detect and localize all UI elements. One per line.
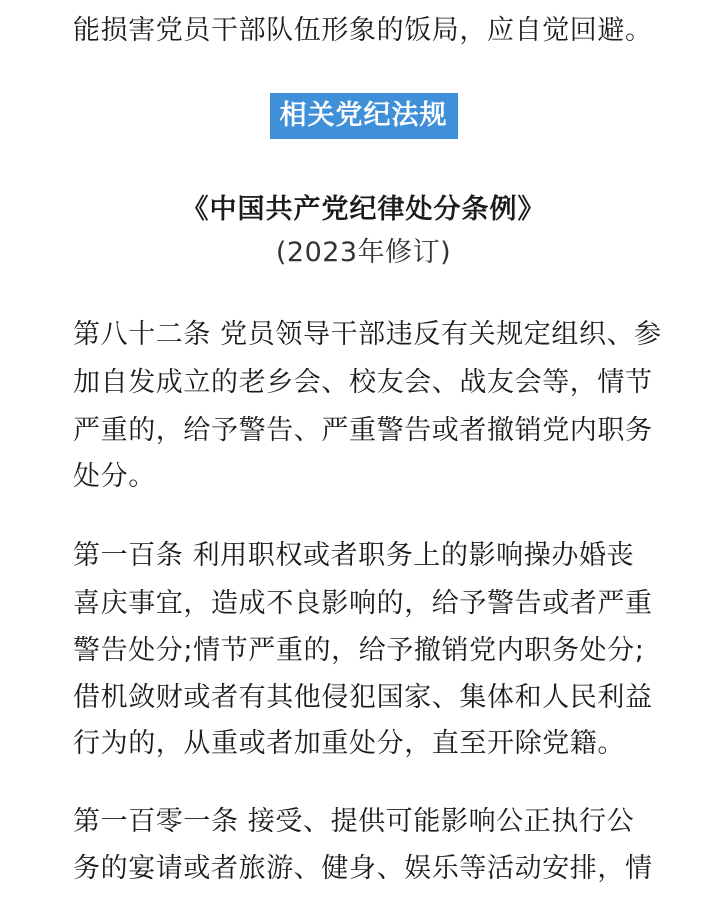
article-line: 加自发成立的老乡会、校友会、战友会等，情节 xyxy=(73,367,653,398)
intro-last-line: 能损害党员干部队伍形象的饭局，应自觉回避。 xyxy=(73,15,653,46)
article-line: 警告处分;情节严重的，给予撤销党内职务处分; xyxy=(73,635,645,666)
law-title: 《中国共产党纪律处分条例》 xyxy=(181,194,546,225)
law-subtitle: (2023年修订) xyxy=(275,237,452,268)
article-line: 行为的，从重或者加重处分，直至开除党籍。 xyxy=(73,728,625,759)
section-badge-wrap xyxy=(0,93,727,139)
article-line: 第一百零一条 接受、提供可能影响公正执行公 xyxy=(73,806,635,837)
section-badge: 相关党纪法规 xyxy=(270,93,458,139)
article-line: 第八十二条 党员领导干部违反有关规定组织、参 xyxy=(73,319,662,350)
article-line: 第一百条 利用职权或者职务上的影响操办婚丧 xyxy=(73,540,635,571)
article-line: 严重的，给予警告、严重警告或者撤销党内职务 xyxy=(73,415,653,446)
article-line: 借机敛财或者有其他侵犯国家、集体和人民利益 xyxy=(73,682,653,713)
article-line: 处分。 xyxy=(73,461,156,492)
article-line: 务的宴请或者旅游、健身、娱乐等活动安排，情 xyxy=(73,853,653,884)
article-line: 喜庆事宜，造成不良影响的，给予警告或者严重 xyxy=(73,588,653,619)
